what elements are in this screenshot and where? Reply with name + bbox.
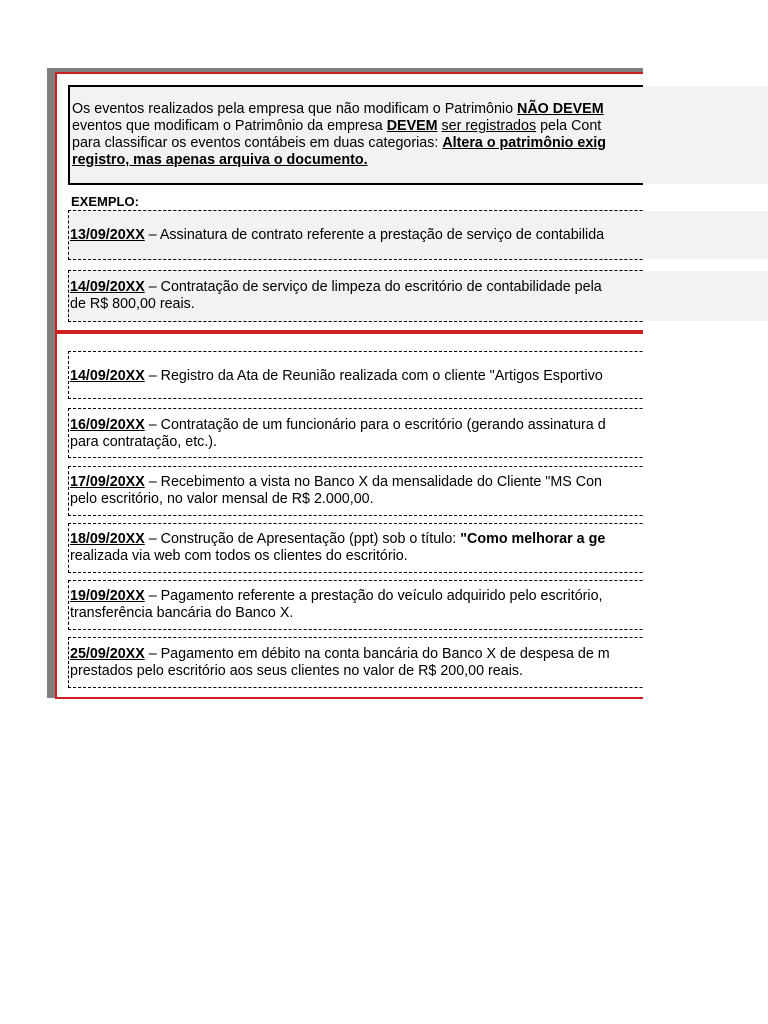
event-date: 18/09/20XX [70, 531, 145, 547]
intro-emphasis: Altera o patrimônio exig [442, 135, 606, 151]
event-text: – Assinatura de contrato referente a prestação de serviço de contabilida [144, 227, 605, 243]
event-item [68, 351, 643, 399]
event-text: – Contratação de serviço de limpeza do escritório de contabilidade pela [144, 279, 602, 295]
event-date: 16/09/20XX [70, 417, 145, 433]
intro-text: para classificar os eventos contábeis em duas categorias: [72, 135, 443, 151]
event-item [68, 466, 643, 516]
event-line-1 [70, 368, 643, 385]
intro-text: eventos que modificam o Patrimônio da empresa [72, 118, 387, 134]
event-text: – Contratação de um funcionário para o escritório (gerando assinatura d [144, 417, 606, 433]
event-date: 25/09/20XX [70, 646, 145, 662]
event-date: 14/09/20XX [70, 279, 145, 295]
intro-line-2 [72, 118, 643, 135]
intro-underlined: ser registrados [441, 118, 537, 134]
event-date: 17/09/20XX [70, 474, 145, 490]
event-text: – Registro da Ata de Reunião realizada com o cliente "Artigos Esportivo [144, 368, 603, 384]
intro-line-4: registro, mas apenas arquiva o documento. [72, 152, 368, 168]
intro-text: Os eventos realizados pela empresa que não modificam o Patrimônio [72, 101, 518, 117]
intro-text: pela Cont [536, 118, 602, 134]
intro-box [68, 85, 643, 185]
event-text: – Recebimento a vista no Banco X da mensalidade do Cliente "MS Con [144, 474, 603, 490]
event-item [68, 408, 643, 458]
event-line-1 [70, 279, 643, 296]
intro-line-3 [72, 135, 643, 152]
event-text: – Construção de Apresentação (ppt) sob o título: [144, 531, 461, 547]
event-line-2: realizada via web com todos os clientes do escritório. [70, 548, 408, 564]
sheet-left-shadow [47, 68, 55, 698]
overflow-cell [643, 271, 768, 321]
event-item [68, 580, 643, 630]
event-line-2: pelo escritório, no valor mensal de R$ 2.000,00. [70, 491, 374, 507]
event-line-2: prestados pelo escritório aos seus clientes no valor de R$ 200,00 reais. [70, 663, 523, 679]
event-line-1 [70, 531, 643, 548]
event-date: 14/09/20XX [70, 368, 145, 384]
event-title-bold: "Como melhorar a ge [460, 531, 606, 547]
event-item [68, 637, 643, 688]
event-line-1 [70, 588, 643, 605]
example-item [68, 270, 643, 322]
event-text: – Pagamento referente a prestação do veículo adquirido pelo escritório, [144, 588, 603, 604]
event-date: 13/09/20XX [70, 227, 145, 243]
event-line-2: para contratação, etc.). [70, 434, 218, 450]
overflow-cell [643, 211, 768, 259]
event-line-1 [70, 417, 643, 434]
event-line-1 [70, 474, 643, 491]
event-line-2: de R$ 800,00 reais. [70, 296, 195, 312]
event-item [68, 523, 643, 573]
intro-emphasis: DEVEM [386, 118, 438, 134]
example-item [68, 210, 643, 260]
event-text: – Pagamento em débito na conta bancária do Banco X de despesa de m [144, 646, 610, 662]
event-date: 19/09/20XX [70, 588, 145, 604]
intro-emphasis: NÃO DEVEM [517, 101, 604, 117]
intro-line-1 [72, 101, 643, 118]
event-line-2: transferência bancária do Banco X. [70, 605, 294, 621]
event-line-1 [70, 227, 643, 244]
example-label: EXEMPLO: [71, 194, 139, 209]
event-line-1 [70, 646, 643, 663]
overflow-cell [643, 86, 768, 184]
